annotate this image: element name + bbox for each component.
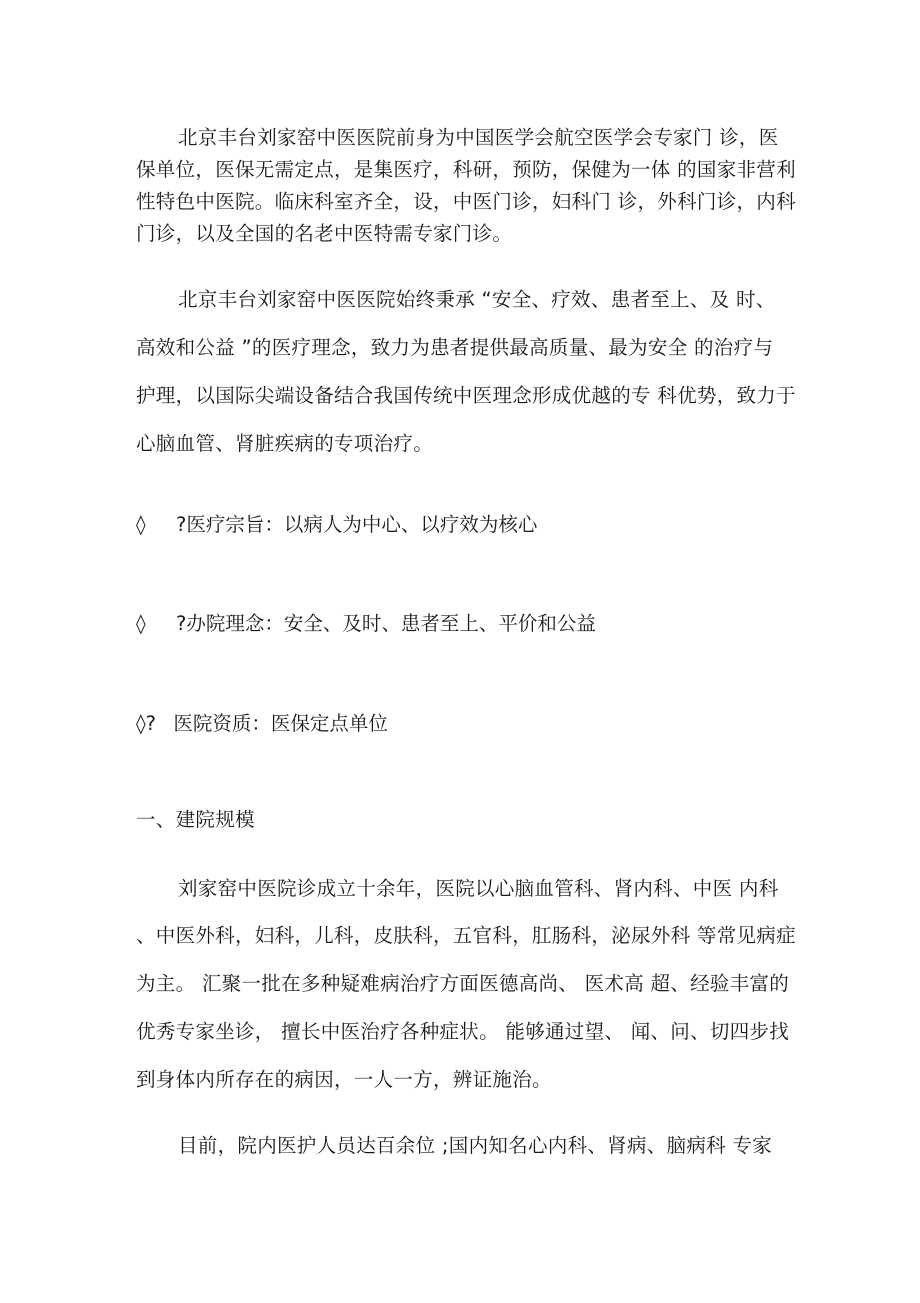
para2-line3: 护理，以国际尖端设备结合我国传统中医理念形成优越的专 科优势，致力于: [136, 384, 796, 407]
para4-line1: 目前，院内医护人员达百余位 ;国内知名心内科、肾病、脑病科 专家: [178, 1134, 773, 1157]
bullet-item-philosophy: [136, 612, 596, 636]
bullet-marker: ◊?: [136, 712, 156, 735]
para2-line1: 北京丰台刘家窑中医医院始终秉承 “安全、疗效、患者至上、及 时、: [178, 288, 776, 311]
para2-line2: 高效和公益 ”的医疗理念，致力为患者提供最高质量、最为安全 的治疗与: [136, 336, 774, 359]
para3-line2: 、中医外科，妇科，儿科，皮肤科，五官科，肛肠科，泌尿外科 等常见病症: [136, 924, 796, 947]
para1-line3: 性特色中医院。临床科室齐全，设，中医门诊，妇科门 诊，外科门诊，内科: [136, 190, 796, 213]
para1-line4: 门诊，以及全国的名老中医特需专家门诊。: [136, 222, 513, 245]
para1-line2: 保单位，医保无需定点，是集医疗，科研，预防，保健为一体 的国家非营利: [136, 158, 796, 181]
bullet-item-purpose: [136, 513, 537, 537]
bullet-text: 医院资质：医保定点单位: [173, 712, 388, 735]
para3-line3: 为主。 汇聚一批在多种疑难病治疗方面医德高尚、 医术高 超、经验丰富的: [136, 972, 790, 995]
para3-line1: 刘家窑中医院诊成立十余年，医院以心脑血管科、肾内科、中医 内科: [178, 877, 779, 900]
para2-line4: 心脑血管、肾脏疾病的专项治疗。: [136, 432, 434, 455]
para3-line4: 优秀专家坐诊， 擅长中医治疗各种症状。 能够通过望、 闻、问、切四步找: [136, 1020, 790, 1043]
bullet-marker: ◊: [136, 513, 146, 536]
section-heading: 一、建院规模: [136, 808, 255, 831]
bullet-item-qualification: [136, 712, 388, 736]
bullet-marker: ◊: [136, 612, 146, 635]
para1-line1: 北京丰台刘家窑中医医院前身为中国医学会航空医学会专家门 诊，医: [178, 126, 779, 149]
bullet-text: ?医疗宗旨：以病人为中心、以疗效为核心: [176, 513, 538, 536]
para3-line5: 到身体内所存在的病因，一人一方，辨证施治。: [136, 1068, 552, 1091]
bullet-text: ?办院理念：安全、及时、患者至上、平价和公益: [176, 612, 596, 635]
